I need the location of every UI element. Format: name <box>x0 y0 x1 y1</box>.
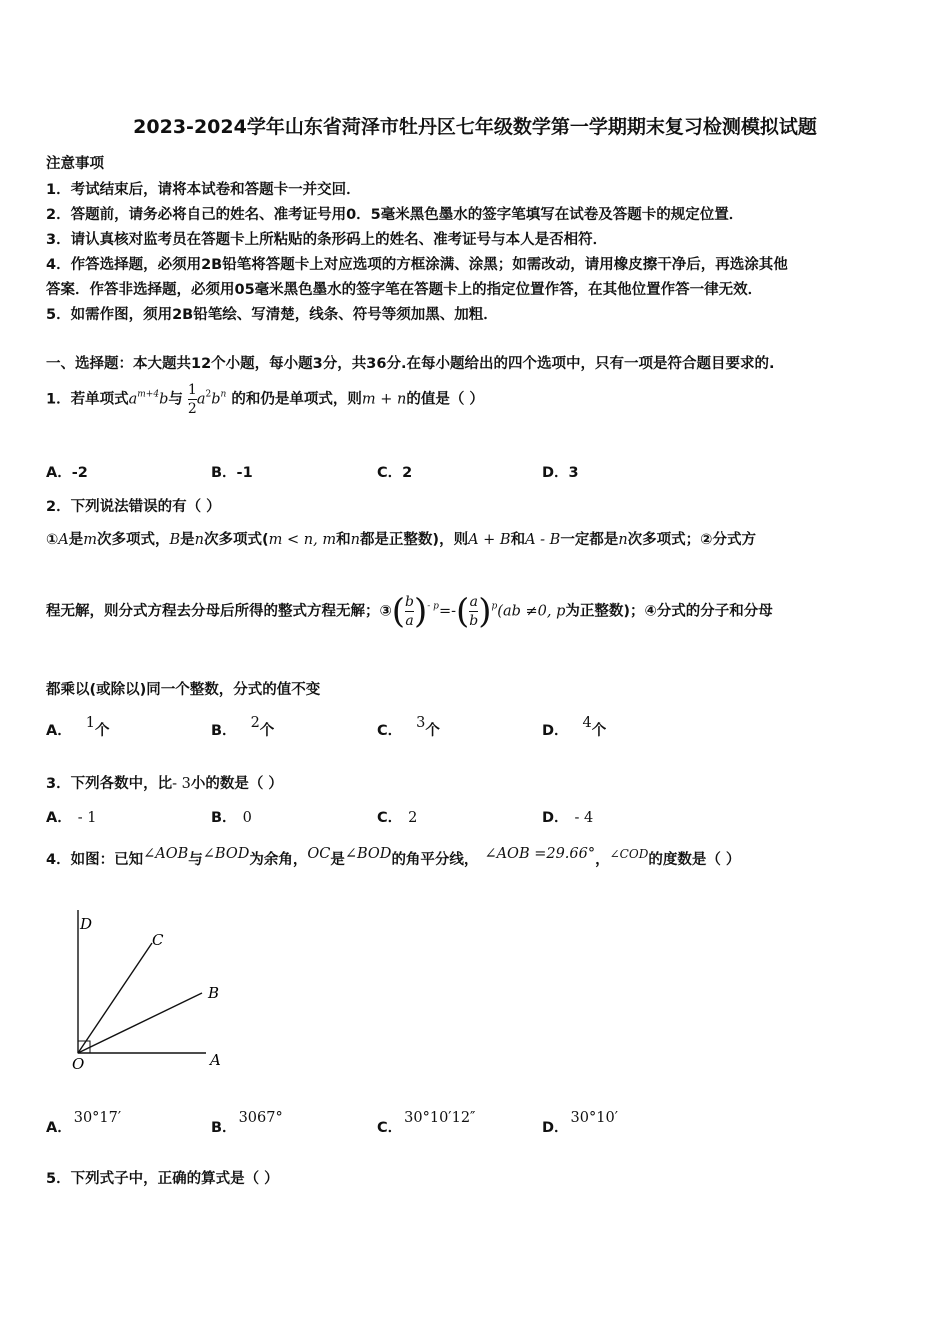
q1-post2: 的值是（ ） <box>406 391 484 408</box>
note-item: 3．请认真核对监考员在答题卡上所粘贴的条形码上的姓名、准考证号与本人是否相符． <box>46 232 608 248</box>
note-item: 5．如需作图，须用2B铅笔绘、写清楚，线条、符号等须加黑、加粗． <box>46 307 498 323</box>
q3-option-c[interactable]: C． 2 <box>377 810 418 826</box>
q1-mid: 与 <box>168 391 183 408</box>
q3-option-b[interactable]: B． 0 <box>211 810 252 826</box>
question-2-line1: ①A是m次多项式，B是n次多项式(m < n, m和n都是正整数)，则A + B和A - B一定都是n次多项式；②分式方 <box>46 532 756 548</box>
q1-option-c[interactable]: C．2 <box>377 465 413 481</box>
q4-option-a[interactable]: A．30°17′ <box>46 1110 122 1136</box>
q4-option-d[interactable]: D．30°10′ <box>542 1110 618 1136</box>
q1-option-d[interactable]: D．3 <box>542 465 579 481</box>
q4-option-b[interactable]: B．3067° <box>211 1110 283 1136</box>
q1-expr: m + n <box>361 391 407 408</box>
note-item: 答案．作答非选择题，必须用05毫米黑色墨水的签字笔在答题卡上的指定位置作答，在其他位置作答一律无效． <box>46 282 763 298</box>
question-2-line3: 都乘以(或除以)同一个整数，分式的值不变 <box>46 682 321 698</box>
question-3: 3．下列各数中，比- 3小的数是（ ） <box>46 776 283 792</box>
label-d: D <box>80 915 93 933</box>
angle-figure <box>60 905 240 1075</box>
note-item: 4．作答选择题，必须用2B铅笔将答题卡上对应选项的方框涂满、涂黑；如需改动，请用橡皮擦干净后，再选涂其他 <box>46 257 788 273</box>
note-item: 2．答题前，请务必将自己的姓名、准考证号用0．5毫米黑色墨水的签字笔填写在试卷及答题卡的规定位置． <box>46 207 744 223</box>
q4-option-c[interactable]: C．30°10′12″ <box>377 1110 476 1136</box>
q1-term1-exp: m+4 <box>137 389 160 400</box>
q1-term1: a <box>128 391 138 408</box>
label-c: C <box>152 931 164 949</box>
q3-option-a[interactable]: A． - 1 <box>46 810 97 826</box>
q3-option-d[interactable]: D． - 4 <box>542 810 594 826</box>
q1-fraction: $\frac{1}{2}$ <box>187 382 197 417</box>
q1-term1-b: b <box>159 391 169 408</box>
q2-option-d[interactable]: D． 4个 <box>542 715 607 739</box>
notes-heading: 注意事项 <box>46 156 104 172</box>
q2-option-c[interactable]: C． 3个 <box>377 715 440 739</box>
question-2-stem: 2．下列说法错误的有（ ） <box>46 499 221 515</box>
q1-option-a[interactable]: A．-2 <box>46 465 88 481</box>
question-4: 4．如图：已知∠AOB与∠BOD为余角，OC是∠BOD的角平分线， ∠AOB =29.66°，$^{\angle COD}$的度数是（ ） <box>46 846 741 868</box>
page-title: 2023-2024学年山东省菏泽市牡丹区七年级数学第一学期期末复习检测模拟试题 <box>133 116 817 138</box>
q2-option-a[interactable]: A． 1个 <box>46 715 110 739</box>
q1-term2: a <box>196 391 206 408</box>
question-5: 5．下列式子中，正确的算式是（ ） <box>46 1171 279 1187</box>
q2-option-b[interactable]: B． 2个 <box>211 715 275 739</box>
label-b: B <box>208 984 220 1002</box>
question-1: 1．若单项式$a^{m+4}b$与 $\frac{1}{2}$ $a^2b^n$ 的和仍是单项式，则m + n的值是（ ） <box>46 382 484 417</box>
section-heading: 一、选择题：本大题共12个小题，每小题3分，共36分.在每小题给出的四个选项中，只有一项是符合题目要求的. <box>46 356 775 372</box>
q1-post1: 的和仍是单项式，则 <box>231 391 362 408</box>
q1-option-b[interactable]: B．-1 <box>211 465 253 481</box>
q1-pre: 1．若单项式 <box>46 391 129 408</box>
question-2-line2: 程无解，则分式方程去分母后所得的整式方程无解；③( $\frac{b}{a}$ )$^{- p}$=-( $\frac{a}{b}$ )$^p$(ab ≠0, p为正整数)；④分式的分子和分母 <box>46 591 773 632</box>
label-a: A <box>210 1051 221 1069</box>
note-item: 1．考试结束后，请将本试卷和答题卡一并交回． <box>46 182 361 198</box>
label-o: O <box>72 1055 85 1073</box>
